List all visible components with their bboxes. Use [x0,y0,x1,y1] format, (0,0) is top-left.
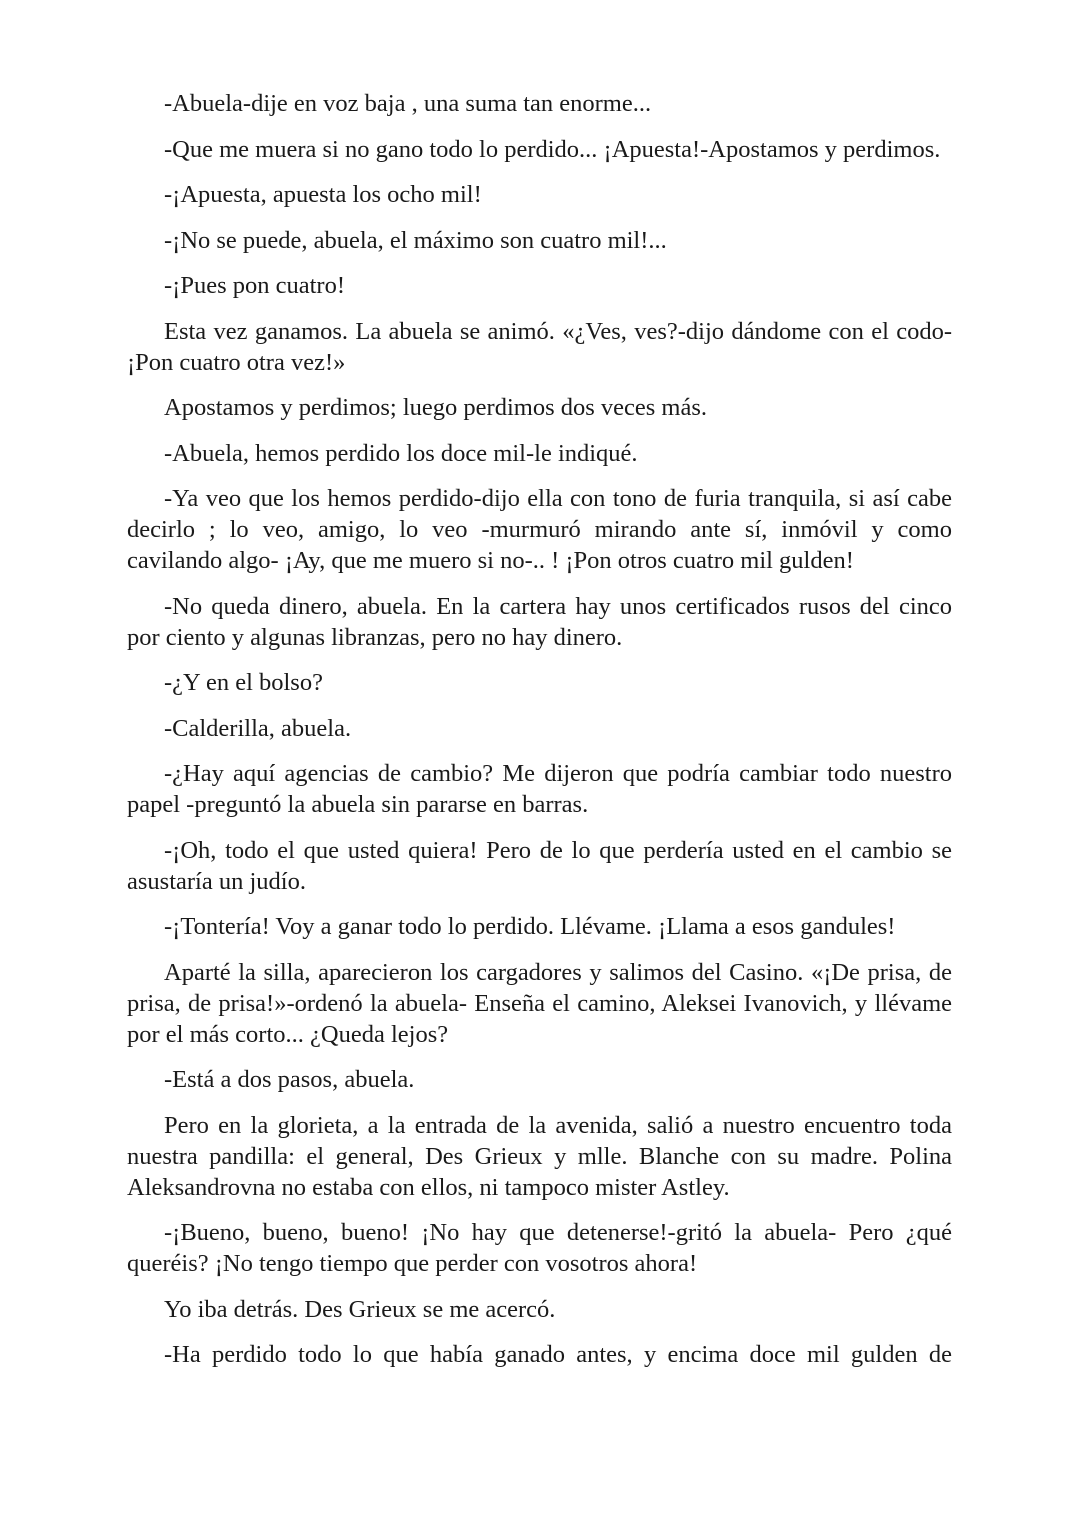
document-page [127,88,952,1385]
paragraph-18: Pero en la glorieta, a la entrada de la avenida, salió a nuestro encuentro toda nuestra pandilla: el general, Des Grieux y mlle. Blanche con su madre. Polina Aleksandrovna no estaba con ellos, ni tampoco mister Astley. [127,1111,952,1201]
paragraph-17: -Está a dos pasos, abuela. [164,1066,415,1093]
paragraph-5: -¡Pues pon cuatro! [164,272,345,299]
paragraph-3: -¡Apuesta, apuesta los ocho mil! [164,181,482,208]
paragraph-16: Aparté la silla, aparecieron los cargadores y salimos del Casino. «¡De prisa, de prisa, de prisa!»-ordenó la abuela- Enseña el camino, Aleksei Ivanovich, y llévame por el más corto... ¿Queda lejos? [127,958,952,1048]
paragraph-6: Esta vez ganamos. La abuela se animó. «¿Ves, ves?-dijo dándome con el codo- ¡Pon cuatro otra vez!» [127,317,952,376]
paragraph-2: -Que me muera si no gano todo lo perdido... ¡Apuesta!-Apostamos y perdimos. [164,135,941,163]
paragraph-15: -¡Tontería! Voy a ganar todo lo perdido. Llévame. ¡Llama a esos gandules! [164,913,896,940]
paragraph-10: -No queda dinero, abuela. En la cartera hay unos certificados rusos del cinco por ciento y algunas libranzas, pero no hay dinero. [127,592,952,651]
paragraph-20: Yo iba detrás. Des Grieux se me acercó. [164,1295,556,1323]
paragraph-21: -Ha perdido todo lo que había ganado antes, y encima doce mil gulden de [164,1341,952,1368]
paragraph-9: -Ya veo que los hemos perdido-dijo ella con tono de furia tranquila, si así cabe decirlo ; lo veo, amigo, lo veo -murmuró mirando ante sí, inmóvil y como cavilando algo- ¡Ay, que me muero si no-.. ! ¡Pon otros cuatro mil gulden! [127,485,952,574]
paragraph-1: -Abuela-dije en voz baja , una suma tan enorme... [164,90,652,117]
paragraph-11: -¿Y en el bolso? [164,669,323,696]
paragraph-4: -¡No se puede, abuela, el máximo son cuatro mil!... [164,226,667,254]
paragraph-7: Apostamos y perdimos; luego perdimos dos veces más. [164,394,708,421]
paragraph-14: -¡Oh, todo el que usted quiera! Pero de lo que perdería usted en el cambio se asustaría un judío. [127,836,952,895]
paragraph-8: -Abuela, hemos perdido los doce mil-le indiqué. [164,439,638,467]
paragraph-12: -Calderilla, abuela. [164,714,352,742]
paragraph-13: -¿Hay aquí agencias de cambio? Me dijeron que podría cambiar todo nuestro papel -preguntó la abuela sin pararse en barras. [127,760,952,818]
paragraph-19: -¡Bueno, bueno, bueno! ¡No hay que detenerse!-gritó la abuela- Pero ¿qué queréis? ¡No tengo tiempo que perder con vosotros ahora! [127,1219,952,1277]
